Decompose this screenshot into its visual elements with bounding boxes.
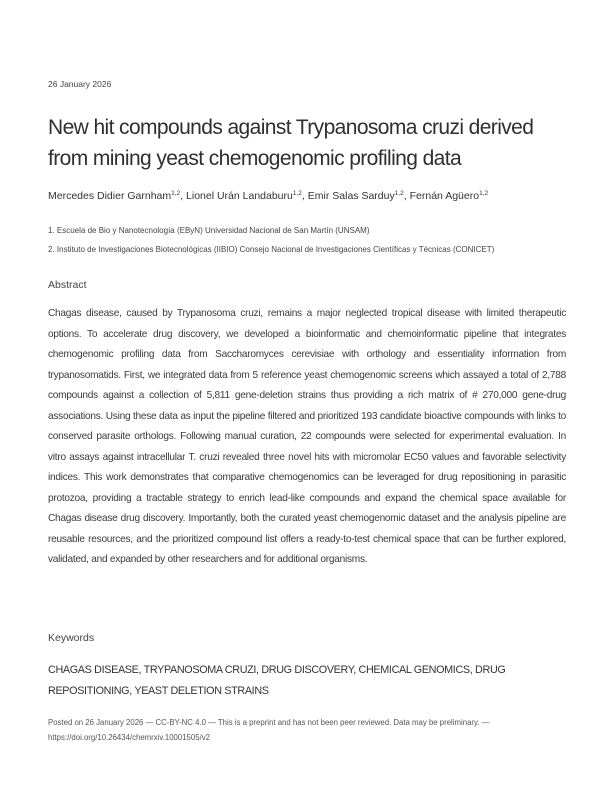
author-affiliation-marker: 1,2 bbox=[171, 190, 181, 197]
affiliation-1: 1. Escuela de Bio y Nanotecnología (EByN) Universidad Nacional de San Martín (UNSAM) bbox=[48, 226, 370, 235]
author-name: Emir Salas Sarduy bbox=[307, 190, 395, 202]
author-affiliation-marker: 1,2 bbox=[292, 190, 302, 197]
abstract-text: Chagas disease, caused by Trypanosoma cruzi, remains a major neglected tropical disease with limited therapeutic options. To accelerate drug discovery, we developed a bioinformatic and chemoinformatic pipeline that integrates chemogenomic profiling data from Saccharomyces cerevisiae with orthology and essentiality information from trypanosomatids. First, we integrated data from 5 reference yeast chemogenomic screens which assayed a total of 2,788 compounds against a collection of 5,811 gene-deletion strains thus providing a rich matrix of # 270,000 gene-drug associations. Using these data as input the pipeline filtered and prioritized 193 candidate bioactive compounds with links to conserved parasite orthologs. Following manual curation, 22 compounds were selected for experimental evaluation. In vitro assays against intracellular T. cruzi revealed three novel hits with micromolar EC50 values and favorable selectivity indices. This work demonstrates that comparative chemogenomics can be leveraged for drug repositioning in parasitic protozoa, providing a tractable strategy to enrich lead-like compounds and expand the chemical space available for Chagas disease drug discovery. Importantly, both the curated yeast chemogenomic dataset and the analysis pipeline are reusable resources, and the prioritized compound list offers a ready-to-test chemical space that can be further explored, validated, and expanded by other researchers and for additional organisms. bbox=[48, 308, 566, 565]
publication-date: 26 January 2026 bbox=[48, 79, 112, 89]
author-affiliation-marker: 1,2 bbox=[479, 190, 489, 197]
keywords-list: CHAGAS DISEASE, TRYPANOSOMA CRUZI, DRUG DISCOVERY, CHEMICAL GENOMICS, DRUG REPOSITIONING, YEAST DELETION STRAINS bbox=[48, 664, 506, 697]
abstract-heading: Abstract bbox=[48, 279, 87, 291]
paper-title: New hit compounds against Trypanosoma cruzi derived from mining yeast chemogenomic profiling data bbox=[48, 116, 534, 170]
preprint-footer: Posted on 26 January 2026 — CC-BY-NC 4.0 — This is a preprint and has not been peer reviewed. Data may be preliminary. — https://doi.org/10.26434/chemrxiv.10001505/v2 bbox=[48, 718, 490, 742]
author-list: Mercedes Didier Garnham$^{1,2}$, Lionel Urán Landaburu$^{1,2}$, Emir Salas Sarduy$^{1,2}$, Fernán Agüero$^{1,2}$ bbox=[48, 190, 489, 202]
keywords-heading: Keywords bbox=[48, 632, 95, 644]
author-affiliation-marker: 1,2 bbox=[394, 190, 404, 197]
affiliation-2: 2. Instituto de Investigaciones Biotecnológicas (IIBIO) Consejo Nacional de Investigaciones Científicas y Técnicas (CONICET) bbox=[48, 245, 495, 254]
author-name: Mercedes Didier Garnham bbox=[48, 190, 172, 202]
author-name: Fernán Agüero bbox=[409, 190, 480, 202]
author-name: Lionel Urán Landaburu bbox=[186, 190, 293, 202]
